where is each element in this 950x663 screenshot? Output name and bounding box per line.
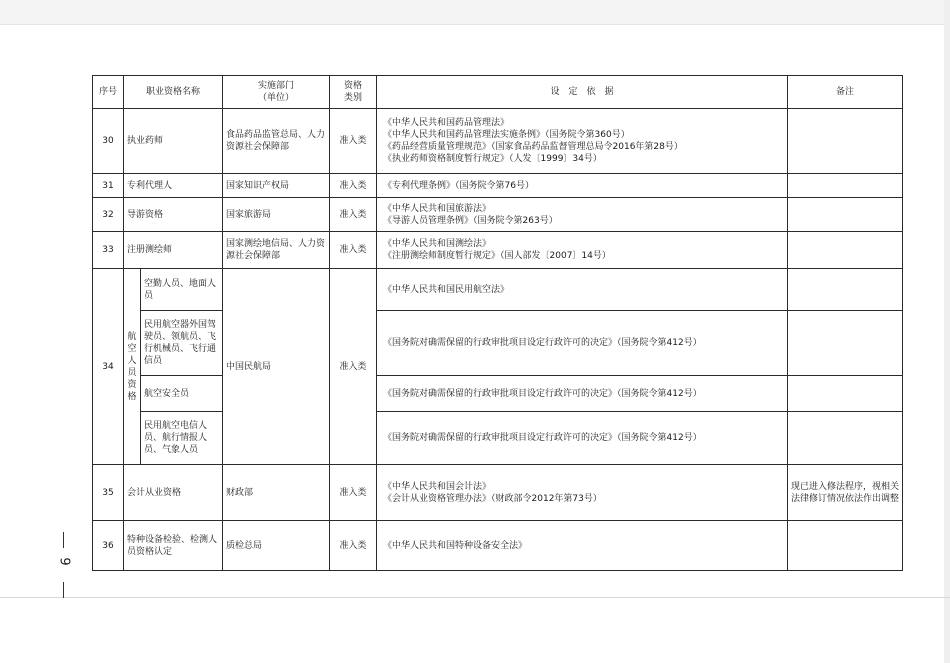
basis-line: 《会计从业资格管理办法》（财政部令2012年第73号）: [383, 493, 602, 504]
subrow-basis: 《国务院对确需保留的行政审批项目设定行政许可的决定》（国务院令第412号）: [377, 412, 788, 465]
table-header-row: [93, 76, 903, 109]
row-remark: [788, 521, 903, 571]
subrow-basis: 《国务院对确需保留的行政审批项目设定行政许可的决定》（国务院令第412号）: [377, 376, 788, 412]
row-seq: 33: [93, 232, 124, 269]
header-type-line1: 资格: [344, 81, 363, 91]
basis-line: 《中华人民共和国会计法》: [383, 481, 492, 492]
row-remark: [788, 109, 903, 174]
basis-line: 《中华人民共和国特种设备安全法》: [383, 540, 528, 551]
table-row: [93, 269, 903, 311]
subrow-name: 民用航空器外国驾驶员、领航员、飞行机械员、飞行通信员: [141, 311, 223, 376]
page-number: [52, 532, 76, 602]
basis-line: 《注册测绘师制度暂行规定》（国人部发〔2007〕14号）: [383, 251, 611, 261]
header-dept-line1: 实施部门: [258, 81, 295, 91]
subrow-name: 航空安全员: [141, 376, 223, 412]
row-name: 专利代理人: [124, 174, 223, 198]
row-name: 注册测绘师: [124, 232, 223, 269]
page-number-text: 9: [56, 557, 72, 566]
row-dept: 国家旅游局: [223, 198, 330, 232]
basis-line: 《专利代理条例》（国务院令第76号）: [383, 180, 534, 191]
subrow-basis: 《中华人民共和国民用航空法》: [377, 269, 788, 311]
row-remark: [788, 174, 903, 198]
row-remark: 现已进入修法程序，视相关法律修订情况依法作出调整: [788, 465, 903, 521]
row-basis: [377, 198, 788, 232]
group-char: 员: [127, 367, 137, 378]
basis-line: 《中华人民共和国药品管理法》: [383, 118, 510, 128]
row-name: 导游资格: [124, 198, 223, 232]
row-basis: [377, 465, 788, 521]
page-bottom-rule: [0, 597, 950, 598]
row-type: 准入类: [330, 465, 377, 521]
scan-right-edge: [944, 0, 950, 663]
subrow-name: 民用航空电信人员、航行情报人员、气象人员: [141, 412, 223, 465]
basis-line: 《药品经营质量管理规范》（国家食品药品监督管理总局令2016年第28号）: [383, 142, 683, 152]
group-char: 格: [127, 391, 137, 402]
row-seq: 36: [93, 521, 124, 571]
header-type-line2: 类别: [344, 93, 363, 103]
row-dept: 食品药品监管总局、人力资源社会保障部: [223, 109, 330, 174]
header-dept-line2: （单位）: [258, 93, 295, 103]
row-remark: [788, 269, 903, 311]
page-number-dash-bottom: [63, 582, 64, 598]
header-basis: 设 定 依 据: [377, 76, 788, 109]
row-basis: [377, 521, 788, 571]
row-name: 会计从业资格: [124, 465, 223, 521]
aviation-group-label: [124, 269, 141, 465]
row-basis: [377, 174, 788, 198]
group-char: 航: [127, 331, 137, 342]
row-name: 执业药师: [124, 109, 223, 174]
row-name: 特种设备检验、检测人员资格认定: [124, 521, 223, 571]
table-row: [93, 109, 903, 174]
row-remark: [788, 232, 903, 269]
table-row: [93, 465, 903, 521]
row-seq: 34: [93, 269, 124, 465]
header-seq: 序号: [93, 76, 124, 109]
row-dept: 国家知识产权局: [223, 174, 330, 198]
row-remark: [788, 412, 903, 465]
row-type: 准入类: [330, 269, 377, 465]
row-type: 准入类: [330, 109, 377, 174]
row-dept: 国家测绘地信局、人力资源社会保障部: [223, 232, 330, 269]
page-number-dash-top: [63, 532, 64, 548]
row-type: 准入类: [330, 521, 377, 571]
row-dept: 质检总局: [223, 521, 330, 571]
basis-line: 《导游人员管理条例》（国务院令第263号）: [383, 215, 558, 226]
header-type: [330, 76, 377, 109]
row-dept: 财政部: [223, 465, 330, 521]
table-row: [93, 521, 903, 571]
basis-line: 《中华人民共和国测绘法》: [383, 239, 492, 249]
row-seq: 32: [93, 198, 124, 232]
subrow-basis: 《国务院对确需保留的行政审批项目设定行政许可的决定》（国务院令第412号）: [377, 311, 788, 376]
scan-top-edge: [0, 0, 950, 25]
row-dept: 中国民航局: [223, 269, 330, 465]
table-row: [93, 198, 903, 232]
basis-line: 《中华人民共和国药品管理法实施条例》（国务院令第360号）: [383, 130, 630, 140]
header-name: 职业资格名称: [124, 76, 223, 109]
row-type: 准入类: [330, 198, 377, 232]
row-basis: [377, 232, 788, 269]
table-row: [93, 412, 903, 465]
group-char: 空: [127, 343, 137, 354]
row-seq: 30: [93, 109, 124, 174]
table-row: [93, 174, 903, 198]
subrow-name: 空勤人员、地面人员: [141, 269, 223, 311]
row-seq: 31: [93, 174, 124, 198]
table-row: [93, 311, 903, 376]
header-dept: [223, 76, 330, 109]
row-remark: [788, 376, 903, 412]
group-char: 人: [127, 355, 137, 366]
row-remark: [788, 198, 903, 232]
basis-line: 《执业药师资格制度暂行规定》（人发〔1999〕34号）: [383, 154, 602, 164]
header-remark: 备注: [788, 76, 903, 109]
basis-line: 《中华人民共和国旅游法》: [383, 203, 492, 214]
row-basis: [377, 109, 788, 174]
qualification-table: [92, 75, 903, 571]
table-row: [93, 376, 903, 412]
row-remark: [788, 311, 903, 376]
row-seq: 35: [93, 465, 124, 521]
row-type: 准入类: [330, 174, 377, 198]
group-char: 资: [127, 379, 137, 390]
table-row: [93, 232, 903, 269]
row-type: 准入类: [330, 232, 377, 269]
